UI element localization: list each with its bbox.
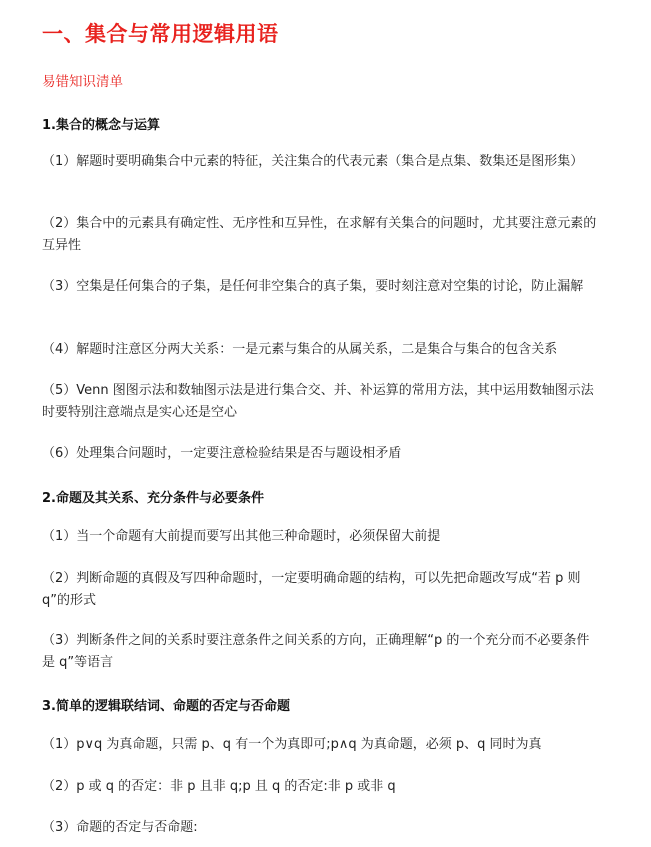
paragraph: （3）空集是任何集合的子集，是任何非空集合的真子集，要时刻注意对空集的讨论，防止漏解 (42, 279, 584, 294)
section-heading-2: 2.命题及其关系、充分条件与必要条件 (42, 491, 264, 506)
paragraph: （1）当一个命题有大前提而要写出其他三种命题时，必须保留大前提 (42, 529, 441, 544)
section-heading-3: 3.简单的逻辑联结词、命题的否定与否命题 (42, 699, 290, 714)
paragraph: （1）p∨q 为真命题，只需 p、q 有一个为真即可;p∧q 为真命题，必须 p、q 同时为真 (42, 737, 542, 752)
section-heading-1: 1.集合的概念与运算 (42, 118, 160, 133)
paragraph: （2）集合中的元素具有确定性、无序性和互异性，在求解有关集合的问题时，尤其要注意元素的互异性 (42, 216, 597, 253)
paragraph: （5）Venn 图图示法和数轴图示法是进行集合交、并、补运算的常用方法，其中运用数轴图示法时要特别注意端点是实心还是空心 (42, 383, 594, 420)
subtitle: 易错知识清单 (42, 74, 123, 90)
paragraph: （3）命题的否定与否命题: (42, 820, 198, 835)
paragraph: （6）处理集合问题时，一定要注意检验结果是否与题设相矛盾 (42, 446, 402, 461)
paragraph: （2）判断命题的真假及写四种命题时，一定要明确命题的结构，可以先把命题改写成“若 p 则 q”的形式 (42, 571, 581, 608)
page-title: 一、集合与常用逻辑用语 (42, 22, 279, 46)
paragraph: （4）解题时注意区分两大关系：一是元素与集合的从属关系，二是集合与集合的包含关系 (42, 342, 558, 357)
paragraph: （2）p 或 q 的否定：非 p 且非 q;p 且 q 的否定:非 p 或非 q (42, 779, 396, 794)
paragraph: （3）判断条件之间的关系时要注意条件之间关系的方向，正确理解“p 的一个充分而不必要条件是 q”等语言 (42, 633, 590, 670)
paragraph: （1）解题时要明确集合中元素的特征，关注集合的代表元素（集合是点集、数集还是图形集） (42, 154, 584, 169)
